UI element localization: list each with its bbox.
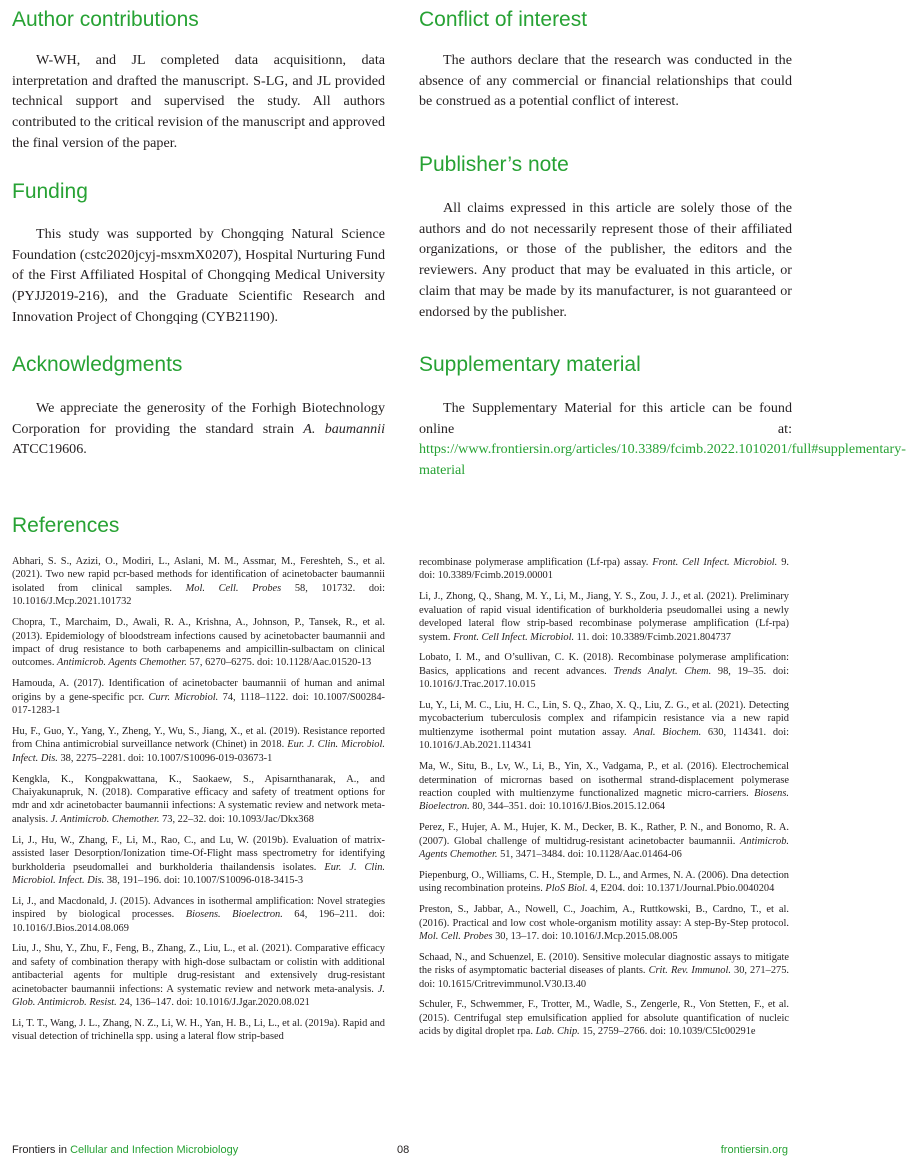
publisher-note-heading: Publisher’s note: [419, 153, 569, 176]
supplementary-text: The Supplementary Material for this article can be found online at: https://www.frontiersin.org/articles/10.3389/fcimb.2022.1010201/full#supplementary-material: [419, 400, 906, 479]
acknowledgments-heading: Acknowledgments: [12, 353, 183, 376]
reference-item: Lu, Y., Li, M. C., Liu, H. C., Lin, S. Q., Zhao, X. Q., Liu, Z. G., et al. (2021). Detecting mycobacterium tuberculosis complex and rifampicin resistance via a new rapid multienzyme isothermal point mutation assay. Anal. Biochem. 630, 114341. doi: 10.1016/J.Ab.2021.114341: [419, 699, 789, 752]
reference-item: Li, J., Hu, W., Zhang, F., Li, M., Rao, C., and Lu, W. (2019b). Evaluation of matrix-assisted laser Desorption/Ionization time-Of-Flight mass spectrometry for identifying burkholderia pseudomallei and burkholderia thailandensis isolates. Eur. J. Clin. Microbiol. Infect. Dis. 38, 191–196. doi: 10.1007/S10096-018-3415-3: [12, 834, 385, 886]
footer-site-link[interactable]: frontiersin.org: [720, 1144, 788, 1156]
reference-item: Li, J., and Macdonald, J. (2015). Advances in isothermal amplification: Novel strategies inspired by biological processes. Biosens. Bioelectron. 64, 196–211. doi: 10.1016/J.Bios.2014.08.069: [12, 895, 385, 934]
page-footer: [12, 1144, 788, 1158]
funding-heading: Funding: [12, 180, 88, 203]
publisher-note-text: All claims expressed in this article are solely those of the authors and do not necessarily represent those of their affiliated organizations, or those of the publisher, the editors and the reviewers. Any product that may be evaluated in this article, or claim that may be made by its manufacturer, is not guaranteed or endorsed by the publisher.: [419, 200, 792, 320]
acknowledgments-text: We appreciate the generosity of the Forhigh Biotechnology Corporation for providing the standard strain A. baumannii ATCC19606.: [12, 400, 385, 458]
reference-item: Preston, S., Jabbar, A., Nowell, C., Joachim, A., Ruttkowski, B., Cardno, T., et al. (2016). Practical and low cost whole-organism motility assay: A step-By-Step protocol. Mol. Cell. Probes 30, 13–17. doi: 10.1016/J.Mcp.2015.08.005: [419, 904, 789, 942]
conflict-heading: Conflict of interest: [419, 8, 588, 31]
reference-item: Schaad, N., and Schuenzel, E. (2010). Sensitive molecular diagnostic assays to mitigate the risks of asymptomatic bacterial diseases of plants. Crit. Rev. Immunol. 30, 271–275. doi: 10.1615/Critrevimmunol.V30.I3.40: [419, 951, 790, 990]
author-contributions-text: W-WH, and JL completed data acquisitionn, data interpretation and drafted the manuscript. S-LG, and JL provided technical support and supervised the study. All authors contributed to the critical revision of the manuscript and approved the final version of the paper.: [12, 52, 385, 151]
conflict-text: The authors declare that the research was conducted in the absence of any commercial or financial relationships that could be construed as a potential conflict of interest.: [419, 52, 792, 110]
reference-item: Schuler, F., Schwemmer, F., Trotter, M., Wadle, S., Zengerle, R., Von Stetten, F., et al. (2015). Centrifugal step emulsification applied for absolute quantification of nucleic acids by digital droplet rpa. Lab. Chip. 15, 2759–2766. doi: 10.1039/C5lc00291e: [419, 999, 789, 1038]
page-number: 08: [397, 1144, 410, 1156]
reference-item: Perez, F., Hujer, A. M., Hujer, K. M., Decker, B. K., Rather, P. N., and Bonomo, R. A. (2007). Global challenge of multidrug-resistant acinetobacter baumannii. Antimicrob. Agents Chemother. 51, 3471–3484. doi: 10.1128/Aac.01464-06: [419, 822, 789, 861]
reference-item: Kengkla, K., Kongpakwattana, K., Saokaew, S., Apisarnthanarak, A., and Chaiyakunapruk, N. (2018). Comparative efficacy and safety of treatment options for mdr and xdr acinetobacter baumannii infections: A systematic review and network meta-analysis. J. Antimicrob. Chemother. 73, 22–32. doi: 10.1093/Jac/Dkx368: [12, 773, 385, 825]
reference-item: Chopra, T., Marchaim, D., Awali, R. A., Krishna, A., Johnson, P., Tansek, R., et al. (2013). Epidemiology of bloodstream infections caused by acinetobacter baumannii and impact of drug resistance to both carbapenems and ampicillin-sulbactam on clinical outcomes. Antimicrob. Agents Chemother. 57, 6270–6275. doi: 10.1128/Aac.01520-13: [12, 617, 385, 669]
funding-text: This study was supported by Chongqing Natural Science Foundation (cstc2020jcyj-msxmX0207), Hospital Nurturing Fund of the First Affiliated Hospital of Chongqing Medical University (PYJJ2019-216), and the Graduate Scientific Research and Innovation Project of Chongqing (CYB21190).: [12, 226, 385, 325]
reference-item: Piepenburg, O., Williams, C. H., Stemple, D. L., and Armes, N. A. (2006). Dna detection using recombination proteins. PloS Biol. 4, E204. doi: 10.1371/Journal.Pbio.0040204: [419, 869, 789, 895]
reference-item: Ma, W., Situ, B., Lv, W., Li, B., Yin, X., Vadgama, P., et al. (2016). Electrochemical determination of micrornas based on isothermal strand-displacement polymerase reaction coupled with multienzyme functionalized magnetic micro-carriers. Biosens. Bioelectron. 80, 344–351. doi: 10.1016/J.Bios.2015.12.064: [419, 761, 789, 813]
supplementary-heading: Supplementary material: [419, 353, 641, 376]
reference-item: Li, J., Zhong, Q., Shang, M. Y., Li, M., Jiang, Y. S., Zou, J. J., et al. (2021). Preliminary evaluation of rapid visual identification of burkholderia pseudomallei using a newly developed lateral flow strip-based recombinase polymerase amplification (Lf-rpa) system. Front. Cell Infect. Microbiol. 11. doi: 10.3389/Fcimb.2021.804737: [419, 591, 789, 643]
references-right-column: [419, 556, 789, 1046]
supplementary-link[interactable]: https://www.frontiersin.org/articles/10.3389/fcimb.2022.1010201/full#supplementary-material: [419, 441, 906, 479]
reference-item: Li, T. T., Wang, J. L., Zhang, N. Z., Li, W. H., Yan, H. B., Li, L., et al. (2019a). Rapid and visual detection of trichinella spp. using a lateral flow strip-based: [12, 1017, 385, 1043]
reference-item: Hamouda, A. (2017). Identification of acinetobacter baumannii of human and animal origins by a gene-specific pcr. Curr. Microbiol. 74, 1118–1122. doi: 10.1007/S00284-017-1283-1: [12, 678, 385, 717]
reference-item: Liu, J., Shu, Y., Zhu, F., Feng, B., Zhang, Z., Liu, L., et al. (2021). Comparative efficacy and safety of combination therapy with high-dose sulbactam or colistin with additional antibacterial agents for multiple drug-resistant and extensively drug-resistant acinetobacter baumannii infections: A systematic review and network meta-analysis. J. Glob. Antimicrob. Resist. 24, 136–147. doi: 10.1016/J.Jgar.2020.08.021: [12, 943, 385, 1009]
reference-item: Hu, F., Guo, Y., Yang, Y., Zheng, Y., Wu, S., Jiang, X., et al. (2019). Resistance reported from China antimicrobial surveillance network (Chinet) in 2018. Eur. J. Clin. Microbiol. Infect. Dis. 38, 2275–2281. doi: 10.1007/S10096-019-03673-1: [12, 725, 385, 764]
reference-item: recombinase polymerase amplification (Lf-rpa) assay. Front. Cell Infect. Microbiol. 9. doi: 10.3389/Fcimb.2019.00001: [419, 557, 789, 582]
footer-journal: Frontiers in Cellular and Infection Microbiology: [12, 1144, 239, 1156]
references-heading: References: [12, 514, 120, 537]
reference-item: Lobato, I. M., and O’sullivan, C. K. (2018). Recombinase polymerase amplification: Basics, applications and recent advances. Trends Analyt. Chem. 98, 19–35. doi: 10.1016/J.Trac.2017.10.015: [419, 652, 789, 691]
reference-item: Abhari, S. S., Azizi, O., Modiri, L., Aslani, M. M., Assmar, M., Fereshteh, S., et al. (2021). Two new rapid pcr-based methods for identification of acinetobacter baumannii isolated from clinical samples. Mol. Cell. Probes 58, 101732. doi: 10.1016/J.Mcp.2021.101732: [12, 556, 385, 608]
species-name: A. baumannii: [303, 420, 385, 437]
author-contributions-heading: Author contributions: [12, 8, 199, 31]
references-left-column: [12, 555, 385, 1051]
